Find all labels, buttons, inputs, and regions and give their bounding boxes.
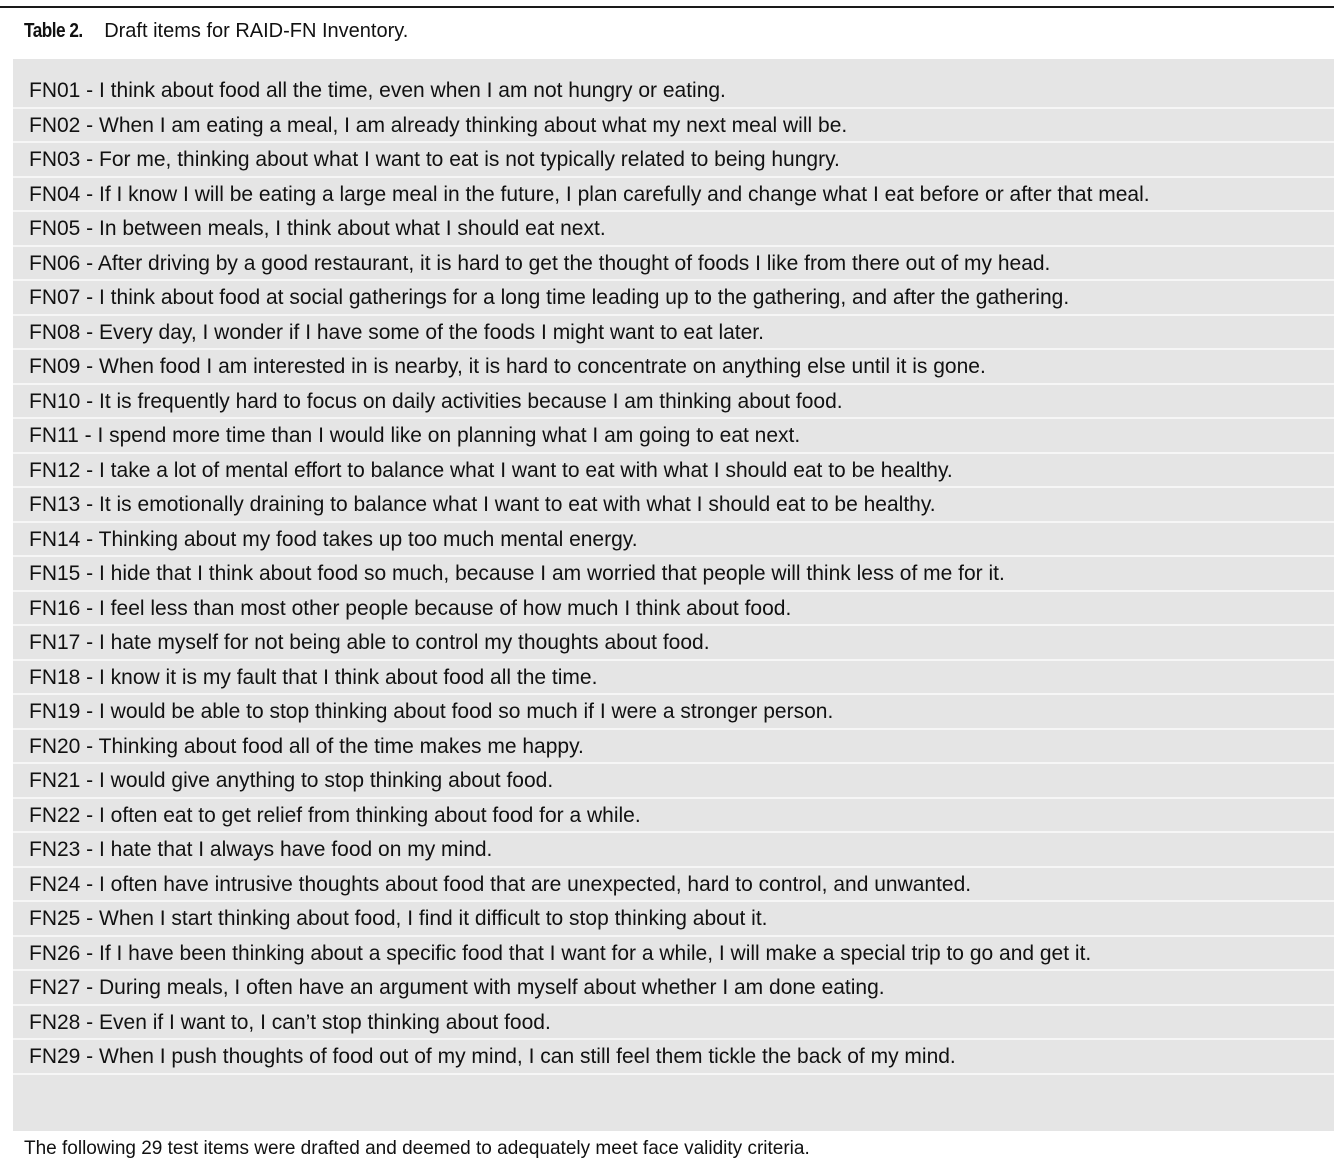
table-row: FN06 - After driving by a good restaurant, it is hard to get the thought of foods I like from there out of my head. — [13, 247, 1334, 282]
table-row: FN02 - When I am eating a meal, I am already thinking about what my next meal will be. — [13, 109, 1334, 144]
table-row: FN18 - I know it is my fault that I think about food all the time. — [13, 661, 1334, 696]
table-row: FN19 - I would be able to stop thinking about food so much if I were a stronger person. — [13, 695, 1334, 730]
table-row: FN14 - Thinking about my food takes up too much mental energy. — [13, 523, 1334, 558]
table-row: FN05 - In between meals, I think about what I should eat next. — [13, 212, 1334, 247]
table-label: Table 2. — [24, 20, 83, 42]
table-row: FN27 - During meals, I often have an argument with myself about whether I am done eating. — [13, 971, 1334, 1006]
table-row: FN16 - I feel less than most other people because of how much I think about food. — [13, 592, 1334, 627]
table-row: FN17 - I hate myself for not being able to control my thoughts about food. — [13, 626, 1334, 661]
table-row: FN08 - Every day, I wonder if I have some of the foods I might want to eat later. — [13, 316, 1334, 351]
table-row: FN04 - If I know I will be eating a large meal in the future, I plan carefully and change what I eat before or after that meal. — [13, 178, 1334, 213]
table-footnote: The following 29 test items were drafted and deemed to adequately meet face validity criteria. — [24, 1138, 810, 1159]
table-row: FN12 - I take a lot of mental effort to balance what I want to eat with what I should eat to be healthy. — [13, 454, 1334, 489]
table-row: FN03 - For me, thinking about what I want to eat is not typically related to being hungry. — [13, 143, 1334, 178]
table-row: FN21 - I would give anything to stop thinking about food. — [13, 764, 1334, 799]
table-caption — [24, 19, 408, 43]
table-row: FN11 - I spend more time than I would like on planning what I am going to eat next. — [13, 419, 1334, 454]
table-row: FN10 - It is frequently hard to focus on daily activities because I am thinking about food. — [13, 385, 1334, 420]
table-row: FN15 - I hide that I think about food so much, because I am worried that people will think less of me for it. — [13, 557, 1334, 592]
table-row: FN29 - When I push thoughts of food out of my mind, I can still feel them tickle the back of my mind. — [13, 1040, 1334, 1075]
table-rows — [13, 74, 1334, 1075]
table-row: FN24 - I often have intrusive thoughts about food that are unexpected, hard to control, and unwanted. — [13, 868, 1334, 903]
top-rule — [0, 6, 1334, 8]
table-row: FN22 - I often eat to get relief from thinking about food for a while. — [13, 799, 1334, 834]
table-row: FN07 - I think about food at social gatherings for a long time leading up to the gathering, and after the gathering. — [13, 281, 1334, 316]
table-panel — [13, 59, 1334, 1131]
table-row: FN13 - It is emotionally draining to balance what I want to eat with what I should eat to be healthy. — [13, 488, 1334, 523]
table-row: FN25 - When I start thinking about food, I find it difficult to stop thinking about it. — [13, 902, 1334, 937]
table-row: FN26 - If I have been thinking about a specific food that I want for a while, I will make a special trip to go and get it. — [13, 937, 1334, 972]
table-title: Draft items for RAID-FN Inventory. — [104, 20, 409, 42]
table-row: FN20 - Thinking about food all of the time makes me happy. — [13, 730, 1334, 765]
table-row: FN01 - I think about food all the time, even when I am not hungry or eating. — [13, 74, 1334, 109]
table-row: FN28 - Even if I want to, I can’t stop thinking about food. — [13, 1006, 1334, 1041]
table-row: FN09 - When food I am interested in is nearby, it is hard to concentrate on anything else until it is gone. — [13, 350, 1334, 385]
table-row: FN23 - I hate that I always have food on my mind. — [13, 833, 1334, 868]
